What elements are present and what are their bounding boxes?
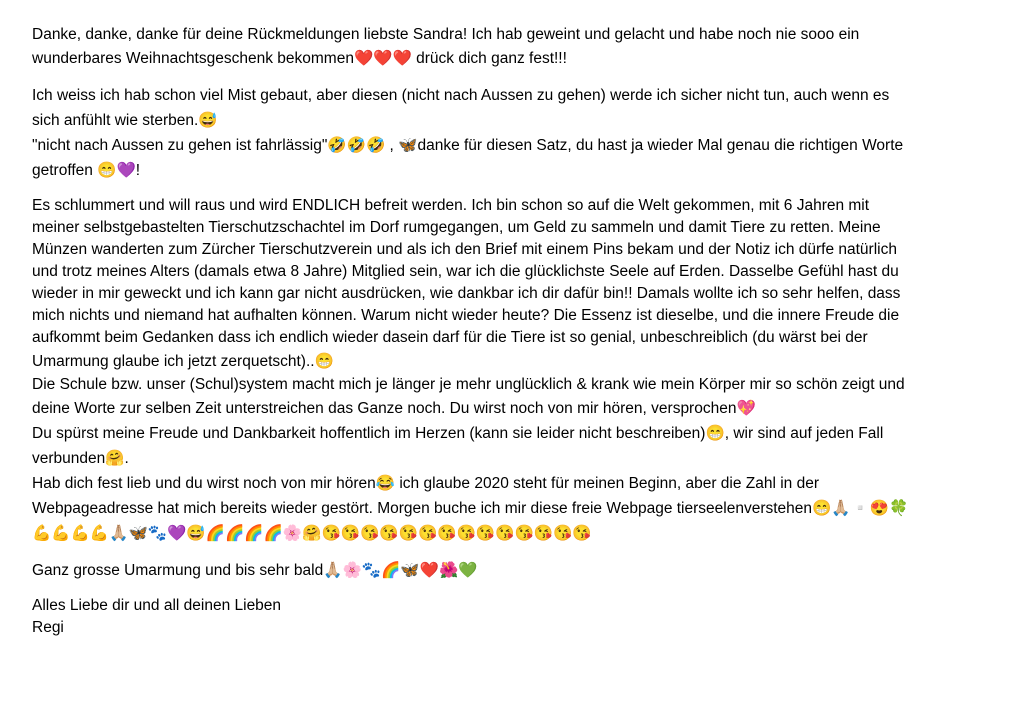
text-line: wieder in mir geweckt und ich kann gar nicht ausdrücken, wie dankbar ich dir dafür bin!! Damals wollte ich so sehr helfen, dass	[32, 285, 901, 302]
text-line: Umarmung glaube ich jetzt zerquetscht)..😁	[32, 353, 334, 370]
text-line: Es schlummert und will raus und wird ENDLICH befreit werden. Ich bin schon so auf die Welt gekommen, mit 6 Jahren mit	[32, 197, 870, 214]
text-line: Webpageadresse hat mich bereits wieder gestört. Morgen buche ich mir diese freie Webpage tierseelenverstehen😁🙏🏼▫️😍🍀	[32, 500, 909, 517]
text-line: Du spürst meine Freude und Dankbarkeit hoffentlich im Herzen (kann sie leider nicht beschreiben)😁, wir sind auf jeden Fall	[32, 425, 884, 442]
text-line: verbunden🤗.	[32, 450, 129, 467]
text-line: getroffen 😁💜!	[32, 162, 141, 179]
paragraph-gap	[32, 71, 994, 83]
signature: Regi	[32, 619, 64, 636]
text-line: Hab dich fest lieb und du wirst noch von mir hören😂 ich glaube 2020 steht für meinen Beginn, aber die Zahl in der	[32, 475, 820, 492]
text-line: sich anfühlt wie sterben.😅	[32, 112, 218, 129]
text-line: wunderbares Weihnachtsgeschenk bekommen❤️❤️❤️ drück dich ganz fest!!!	[32, 50, 567, 67]
text-line: mich nichts und niemand hat aufhalten können. Warum nicht wieder heute? Die Essenz ist dieselbe, und die innere Freude die	[32, 307, 900, 324]
text-line: Danke, danke, danke für deine Rückmeldungen liebste Sandra! Ich hab geweint und gelacht und habe noch nie sooo ein	[32, 26, 860, 43]
paragraph-gap	[32, 546, 994, 558]
text-line: und trotz meines Alters (damals etwa 8 Jahre) Mitglied sein, war ich die glücklichste Seele auf Erden. Dasselbe Gefühl hast du	[32, 263, 899, 280]
text-line: Ich weiss ich hab schon viel Mist gebaut, aber diesen (nicht nach Aussen zu gehen) werde ich sicher nicht tun, auch wenn es	[32, 87, 890, 104]
text-line: "nicht nach Aussen zu gehen ist fahrlässig"🤣🤣🤣 , 🦋danke für diesen Satz, du hast ja wieder Mal genau die richtigen Worte	[32, 137, 904, 154]
emoji-line: 💪💪💪💪🙏🏼🦋🐾💜😅🌈🌈🌈🌈🌸🤗😘😘😘😘😘😘😘😘😘😘😘😘😘😘	[32, 525, 592, 542]
closing-line: Ganz grosse Umarmung und bis sehr bald🙏🏼🌸🐾🌈🦋❤️🌺💚	[32, 562, 478, 579]
paragraph-gap	[32, 183, 994, 195]
paragraph-gap	[32, 583, 994, 595]
text-line: deine Worte zur selben Zeit unterstreichen das Ganze noch. Du wirst noch von mir hören, versprochen💖	[32, 400, 756, 417]
text-line: Die Schule bzw. unser (Schul)system macht mich je länger je mehr unglücklich & krank wie mein Körper mir so schön zeigt und	[32, 376, 905, 393]
text-line: aufkommt beim Gedanken dass ich endlich wieder dasein darf für die Tiere ist so genial, unbeschreiblich (du wärst bei der	[32, 329, 868, 346]
text-line: Münzen wanderten zum Zürcher Tierschutzverein und als ich den Brief mit einem Pins bekam und der Notiz ich dürfe natürlich	[32, 241, 897, 258]
text-line: meiner selbstgebastelten Tierschutzschachtel im Dorf rumgegangen, um Geld zu sammeln und damit Tiere zu retten. Meine	[32, 219, 881, 236]
greeting-line: Alles Liebe dir und all deinen Lieben	[32, 597, 282, 614]
